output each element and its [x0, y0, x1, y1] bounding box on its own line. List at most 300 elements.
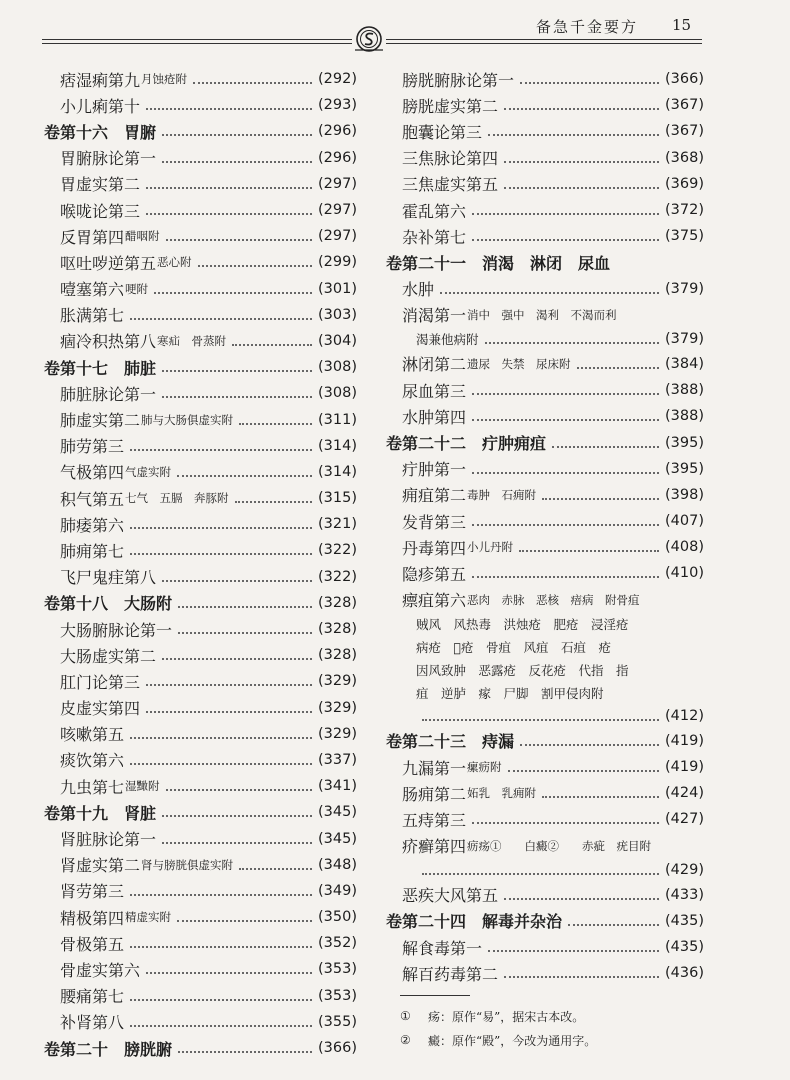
entry-page-number: (368): [665, 149, 704, 166]
toc-entry: [386, 833, 704, 859]
toc-entry: [44, 878, 357, 904]
dot-leader: [162, 834, 312, 844]
entry-title: 肺痿第六: [60, 515, 125, 535]
toc-entry: [44, 904, 357, 930]
entry-title: 水肿第四: [402, 407, 467, 427]
toc-entry: [44, 721, 357, 747]
entry-note: 寒疝 骨蒸附: [157, 333, 227, 348]
dot-leader: [162, 572, 312, 582]
footnote: [400, 1004, 700, 1028]
entry-page-number: (379): [665, 331, 704, 348]
entry-title: 骨虚实第六: [60, 960, 141, 980]
entry-title: 卷第二十一 消渴 淋闭 尿血: [386, 253, 611, 273]
dot-leader: [162, 126, 312, 136]
dot-leader: [146, 205, 312, 215]
entry-page-number: (329): [318, 725, 357, 742]
entry-title: 飞尸鬼疰第八: [60, 568, 157, 588]
entry-page-number: (301): [318, 280, 357, 297]
toc-entry: [386, 92, 704, 118]
toc-left-column: [44, 66, 357, 1061]
entry-page-number: (395): [665, 434, 704, 451]
dot-leader: [239, 415, 312, 425]
toc-entry: [386, 403, 704, 429]
entry-title: 大肠腑脉论第一: [60, 620, 173, 640]
entry-note: 毒肿 石痈附: [467, 487, 537, 502]
dot-leader: [520, 74, 659, 84]
toc-entry: [44, 511, 357, 537]
entry-title: 肠痈第二: [402, 784, 467, 804]
entry-title: 疔肿第一: [402, 460, 467, 480]
dot-leader: [166, 781, 312, 791]
toc-chapter-entry: [44, 354, 357, 380]
toc-entry: [44, 485, 357, 511]
entry-page-number: (293): [318, 97, 357, 114]
entry-page-number: (408): [665, 539, 704, 556]
entry-title: 肾虚实第二: [60, 856, 141, 876]
entry-title: 卷第十七 肺脏: [44, 358, 157, 378]
entry-title: 小儿痢第十: [60, 96, 141, 116]
entry-title: 霍乱第六: [402, 201, 467, 221]
toc-entry: [44, 328, 357, 354]
entry-title: 胀满第七: [60, 306, 125, 326]
entry-page-number: (369): [665, 175, 704, 192]
toc-entry: [386, 66, 704, 92]
dot-leader: [130, 519, 312, 529]
entry-page-number: (366): [665, 71, 704, 88]
entry-title: 胃腑脉论第一: [60, 149, 157, 169]
entry-title: 肺劳第三: [60, 437, 125, 457]
entry-title: 腰痛第七: [60, 987, 125, 1007]
entry-page-number: (436): [665, 965, 704, 982]
entry-title: 卷第十九 肾脏: [44, 803, 157, 823]
dot-leader: [504, 890, 659, 900]
entry-title: 肾劳第三: [60, 882, 125, 902]
dot-leader: [488, 942, 659, 952]
entry-page-number: (329): [318, 699, 357, 716]
entry-title: 胞囊论第三: [402, 122, 483, 142]
dot-leader: [146, 964, 312, 974]
dot-leader: [178, 598, 312, 608]
entry-title: 卷第二十三 痔漏: [386, 732, 515, 752]
dot-leader: [154, 284, 312, 294]
entry-title: 恶疾大风第五: [402, 886, 499, 906]
toc-entry: [386, 780, 704, 806]
entry-note: 恶心附: [157, 255, 192, 270]
entry-note: 妬乳 乳痈附: [467, 786, 537, 801]
entry-page-number: (388): [665, 408, 704, 425]
footnote-text: 癜：原作“殿”，今改为通用字。: [428, 1033, 597, 1048]
footnote-rule: [400, 995, 470, 996]
toc-entry: [44, 66, 357, 92]
entry-page-number: (433): [665, 886, 704, 903]
entry-title: 反胃第四: [60, 227, 125, 247]
toc-entry: [386, 705, 704, 728]
entry-title: 积气第五: [60, 489, 125, 509]
toc-entry: [386, 613, 704, 636]
toc-entry: [386, 351, 704, 377]
entry-page-number: (412): [665, 708, 704, 725]
toc-entry: [44, 852, 357, 878]
toc-entry: [386, 534, 704, 560]
entry-page-number: (328): [318, 594, 357, 611]
toc-entry: [44, 773, 357, 799]
dot-leader: [472, 516, 659, 526]
entry-page-number: (322): [318, 568, 357, 585]
entry-title: 卷第二十四 解毒并杂治: [386, 912, 563, 932]
entry-title: 补肾第八: [60, 1013, 125, 1033]
entry-page-number: (328): [318, 647, 357, 664]
entry-page-number: (315): [318, 490, 357, 507]
entry-title: 肾脏脉论第一: [60, 830, 157, 850]
entry-note: 疬疡① 白癜② 赤疵 疣目附: [467, 838, 652, 853]
toc-entry: [386, 859, 704, 882]
entry-title: 骨极第五: [60, 934, 125, 954]
toc-chapter-entry: [386, 728, 704, 754]
dot-leader: [232, 336, 312, 346]
entry-page-number: (349): [318, 882, 357, 899]
entry-title: 气极第四: [60, 463, 125, 483]
dot-leader: [504, 100, 659, 110]
dot-leader: [552, 438, 659, 448]
toc-entry: [386, 882, 704, 908]
toc-entry: [44, 668, 357, 694]
dot-leader: [577, 359, 659, 369]
entry-page-number: (366): [318, 1040, 357, 1057]
toc-entry: [44, 695, 357, 721]
entry-page-number: (341): [318, 778, 357, 795]
entry-title: 病疮 𤷣疮 骨疽 风疽 石疽 疮: [416, 640, 612, 656]
toc-entry: [386, 806, 704, 832]
entry-title: 肛门论第三: [60, 672, 141, 692]
entry-title: 消渴第一: [402, 306, 467, 326]
dot-leader: [130, 441, 312, 451]
entry-title: 肺痈第七: [60, 541, 125, 561]
dot-leader: [130, 755, 312, 765]
entry-title: 三焦脉论第四: [402, 149, 499, 169]
entry-page-number: (292): [318, 71, 357, 88]
toc-entry: [44, 825, 357, 851]
toc-entry: [44, 433, 357, 459]
toc-entry: [386, 197, 704, 223]
entry-title: 三焦虚实第五: [402, 175, 499, 195]
entry-page-number: (308): [318, 385, 357, 402]
toc-entry: [386, 560, 704, 586]
entry-title: 疽 逆胪 瘃 尸脚 割甲侵肉附: [416, 686, 604, 702]
dot-leader: [440, 284, 659, 294]
entry-title: 胃虚实第二: [60, 175, 141, 195]
entry-page-number: (419): [665, 759, 704, 776]
entry-page-number: (424): [665, 785, 704, 802]
entry-note: 醋咽附: [125, 229, 160, 244]
book-title: 备急千金要方: [536, 18, 639, 36]
dot-leader: [472, 464, 659, 474]
entry-page-number: (367): [665, 97, 704, 114]
dot-leader: [146, 703, 312, 713]
entry-page-number: (407): [665, 513, 704, 530]
entry-title: 大肠虚实第二: [60, 646, 157, 666]
entry-note: 湿𪒠附: [125, 779, 160, 794]
entry-page-number: (427): [665, 811, 704, 828]
entry-page-number: (328): [318, 621, 357, 638]
dot-leader: [130, 729, 312, 739]
entry-note: 恶肉 赤脉 恶核 㾦病 附骨疽: [467, 592, 640, 607]
entry-page-number: (345): [318, 804, 357, 821]
dot-leader: [504, 968, 659, 978]
entry-note: 小儿丹附: [467, 540, 514, 555]
entry-title: 九漏第一: [402, 758, 467, 778]
dot-leader: [472, 205, 659, 215]
entry-page-number: (384): [665, 355, 704, 372]
toc-chapter-entry: [386, 908, 704, 934]
entry-title: 淋闭第二: [402, 355, 467, 375]
dot-leader: [162, 807, 312, 817]
entry-page-number: (419): [665, 732, 704, 749]
entry-page-number: (372): [665, 202, 704, 219]
toc-entry: [44, 406, 357, 432]
toc-entry: [44, 983, 357, 1009]
dot-leader: [130, 545, 312, 555]
toc-entry: [44, 459, 357, 485]
entry-title: 咳嗽第五: [60, 725, 125, 745]
toc-chapter-entry: [44, 590, 357, 616]
dot-leader: [178, 1043, 312, 1053]
toc-entry: [386, 636, 704, 659]
entry-page-number: (311): [318, 411, 357, 428]
footnote: [400, 1028, 700, 1052]
entry-page-number: (297): [318, 175, 357, 192]
entry-title: 发背第三: [402, 512, 467, 532]
toc-entry: [386, 276, 704, 302]
toc-entry: [44, 537, 357, 563]
dot-leader: [146, 100, 312, 110]
dot-leader: [504, 179, 659, 189]
entry-title: 九虫第七: [60, 777, 125, 797]
entry-title: 五痔第三: [402, 810, 467, 830]
entry-page-number: (304): [318, 332, 357, 349]
entry-note: 气虚实附: [125, 464, 172, 479]
entry-note: 精虚实附: [125, 910, 172, 925]
entry-page-number: (352): [318, 935, 357, 952]
entry-page-number: (314): [318, 463, 357, 480]
entry-title: 膀胱虚实第二: [402, 96, 499, 116]
dot-leader: [193, 74, 312, 84]
toc-entry: [44, 302, 357, 328]
entry-page-number: (321): [318, 516, 357, 533]
entry-page-number: (395): [665, 460, 704, 477]
toc-entry: [386, 223, 704, 249]
entry-title: 解百药毒第二: [402, 964, 499, 984]
toc-entry: [386, 754, 704, 780]
dot-leader: [422, 865, 659, 875]
dot-leader: [235, 493, 312, 503]
toc-chapter-entry: [44, 799, 357, 825]
dot-leader: [198, 257, 312, 267]
dot-leader: [130, 310, 312, 320]
entry-page-number: (435): [665, 939, 704, 956]
entry-title: 肺脏脉论第一: [60, 384, 157, 404]
dot-leader: [130, 991, 312, 1001]
entry-page-number: (350): [318, 909, 357, 926]
dot-leader: [162, 153, 312, 163]
entry-page-number: (337): [318, 751, 357, 768]
dot-leader: [162, 388, 312, 398]
dot-leader: [162, 650, 312, 660]
dot-leader: [146, 179, 312, 189]
toc-entry: [386, 145, 704, 171]
toc-entry: [44, 642, 357, 668]
entry-page-number: (299): [318, 254, 357, 271]
entry-page-number: (345): [318, 830, 357, 847]
toc-entry: [44, 249, 357, 275]
publisher-emblem-icon: [352, 24, 386, 54]
entry-title: 痞湿痢第九: [60, 70, 141, 90]
entry-title: 卷第二十 膀胱腑: [44, 1039, 173, 1059]
dot-leader: [472, 231, 659, 241]
toc-entry: [44, 145, 357, 171]
dot-leader: [130, 938, 312, 948]
entry-note: 肺与大肠俱虚实附: [141, 412, 234, 427]
dot-leader: [508, 762, 659, 772]
entry-page-number: (308): [318, 359, 357, 376]
entry-title: 痰饮第六: [60, 751, 125, 771]
entry-page-number: (353): [318, 987, 357, 1004]
footnotes: [400, 995, 700, 1052]
dot-leader: [472, 385, 659, 395]
entry-page-number: (379): [665, 280, 704, 297]
toc-entry: [386, 482, 704, 508]
entry-note: 月蚀疮附: [141, 72, 188, 87]
dot-leader: [166, 231, 312, 241]
dot-leader: [472, 411, 659, 421]
entry-page-number: (410): [665, 565, 704, 582]
toc-entry: [44, 956, 357, 982]
toc-entry: [44, 276, 357, 302]
toc-entry: [44, 747, 357, 773]
dot-leader: [519, 542, 659, 552]
entry-title: 呕吐哕逆第五: [60, 253, 157, 273]
entry-page-number: (355): [318, 1013, 357, 1030]
entry-title: 噎塞第六: [60, 280, 125, 300]
entry-title: 杂补第七: [402, 227, 467, 247]
dot-leader: [177, 912, 312, 922]
toc-entry: [386, 587, 704, 613]
entry-page-number: (375): [665, 228, 704, 245]
entry-title: 尿血第三: [402, 381, 467, 401]
toc-entry: [386, 171, 704, 197]
toc-entry: [44, 930, 357, 956]
entry-title: 肺虚实第二: [60, 411, 141, 431]
entry-note: 七气 五膈 奔豚附: [125, 491, 229, 506]
entry-title: 因风致肿 恶露疮 反花疮 代指 指: [416, 663, 629, 679]
entry-note: 哽附: [125, 281, 149, 296]
entry-note: 消中 强中 渴利 不渴而利: [467, 307, 617, 322]
toc-right-column: [386, 66, 704, 986]
toc-entry: [386, 659, 704, 682]
entry-page-number: (388): [665, 382, 704, 399]
entry-title: 水肿: [402, 280, 435, 300]
footnote-text: 疡：原作“易”，据宋古本改。: [428, 1009, 585, 1024]
entry-title: 解食毒第一: [402, 938, 483, 958]
toc-entry: [44, 92, 357, 118]
entry-note: 遗尿 失禁 尿床附: [467, 356, 571, 371]
toc-entry: [44, 171, 357, 197]
entry-page-number: (296): [318, 149, 357, 166]
entry-page-number: (429): [665, 862, 704, 879]
dot-leader: [472, 568, 659, 578]
dot-leader: [568, 916, 659, 926]
toc-entry: [44, 380, 357, 406]
entry-title: 渴兼他病附: [416, 332, 479, 348]
entry-title: 隐疹第五: [402, 564, 467, 584]
dot-leader: [542, 788, 659, 798]
dot-leader: [504, 153, 659, 163]
toc-entry: [386, 456, 704, 482]
entry-page-number: (296): [318, 123, 357, 140]
toc-entry: [386, 508, 704, 534]
entry-title: 精极第四: [60, 908, 125, 928]
dot-leader: [162, 362, 312, 372]
toc-chapter-entry: [44, 1035, 357, 1061]
entry-page-number: (303): [318, 306, 357, 323]
entry-title: 卷第十八 大肠附: [44, 594, 173, 614]
toc-entry: [386, 934, 704, 960]
entry-title: 痼冷积热第八: [60, 332, 157, 352]
entry-page-number: (329): [318, 673, 357, 690]
page-header: [0, 0, 790, 56]
entry-page-number: (297): [318, 228, 357, 245]
entry-page-number: (297): [318, 202, 357, 219]
dot-leader: [146, 676, 312, 686]
dot-leader: [177, 467, 312, 477]
toc-entry: [44, 197, 357, 223]
dot-leader: [485, 334, 659, 344]
dot-leader: [520, 736, 659, 746]
entry-title: 瘭疽第六: [402, 591, 467, 611]
toc-chapter-entry: [44, 118, 357, 144]
dot-leader: [472, 814, 659, 824]
entry-title: 丹毒第四: [402, 538, 467, 558]
toc-entry: [386, 682, 704, 705]
toc-entry: [44, 1009, 357, 1035]
entry-page-number: (398): [665, 486, 704, 503]
toc-entry: [44, 616, 357, 642]
dot-leader: [239, 860, 312, 870]
entry-page-number: (322): [318, 542, 357, 559]
footnote-marker: ②: [400, 1033, 411, 1047]
entry-title: 喉咙论第三: [60, 201, 141, 221]
toc-entry: [386, 377, 704, 403]
entry-page-number: (367): [665, 123, 704, 140]
dot-leader: [130, 886, 312, 896]
entry-title: 痈疽第二: [402, 486, 467, 506]
toc-entry: [386, 118, 704, 144]
entry-title: 膀胱腑脉论第一: [402, 70, 515, 90]
page-number: 15: [672, 16, 692, 34]
entry-page-number: (353): [318, 961, 357, 978]
dot-leader: [542, 490, 659, 500]
entry-page-number: (348): [318, 856, 357, 873]
dot-leader: [422, 711, 659, 721]
entry-note: 瘰疬附: [467, 760, 502, 775]
toc-chapter-entry: [386, 429, 704, 455]
entry-title: 疥癣第四: [402, 837, 467, 857]
entry-page-number: (435): [665, 912, 704, 929]
toc-entry: [386, 302, 704, 328]
toc-chapter-entry: [386, 249, 704, 275]
entry-title: 皮虚实第四: [60, 699, 141, 719]
dot-leader: [178, 624, 312, 634]
entry-page-number: (314): [318, 437, 357, 454]
